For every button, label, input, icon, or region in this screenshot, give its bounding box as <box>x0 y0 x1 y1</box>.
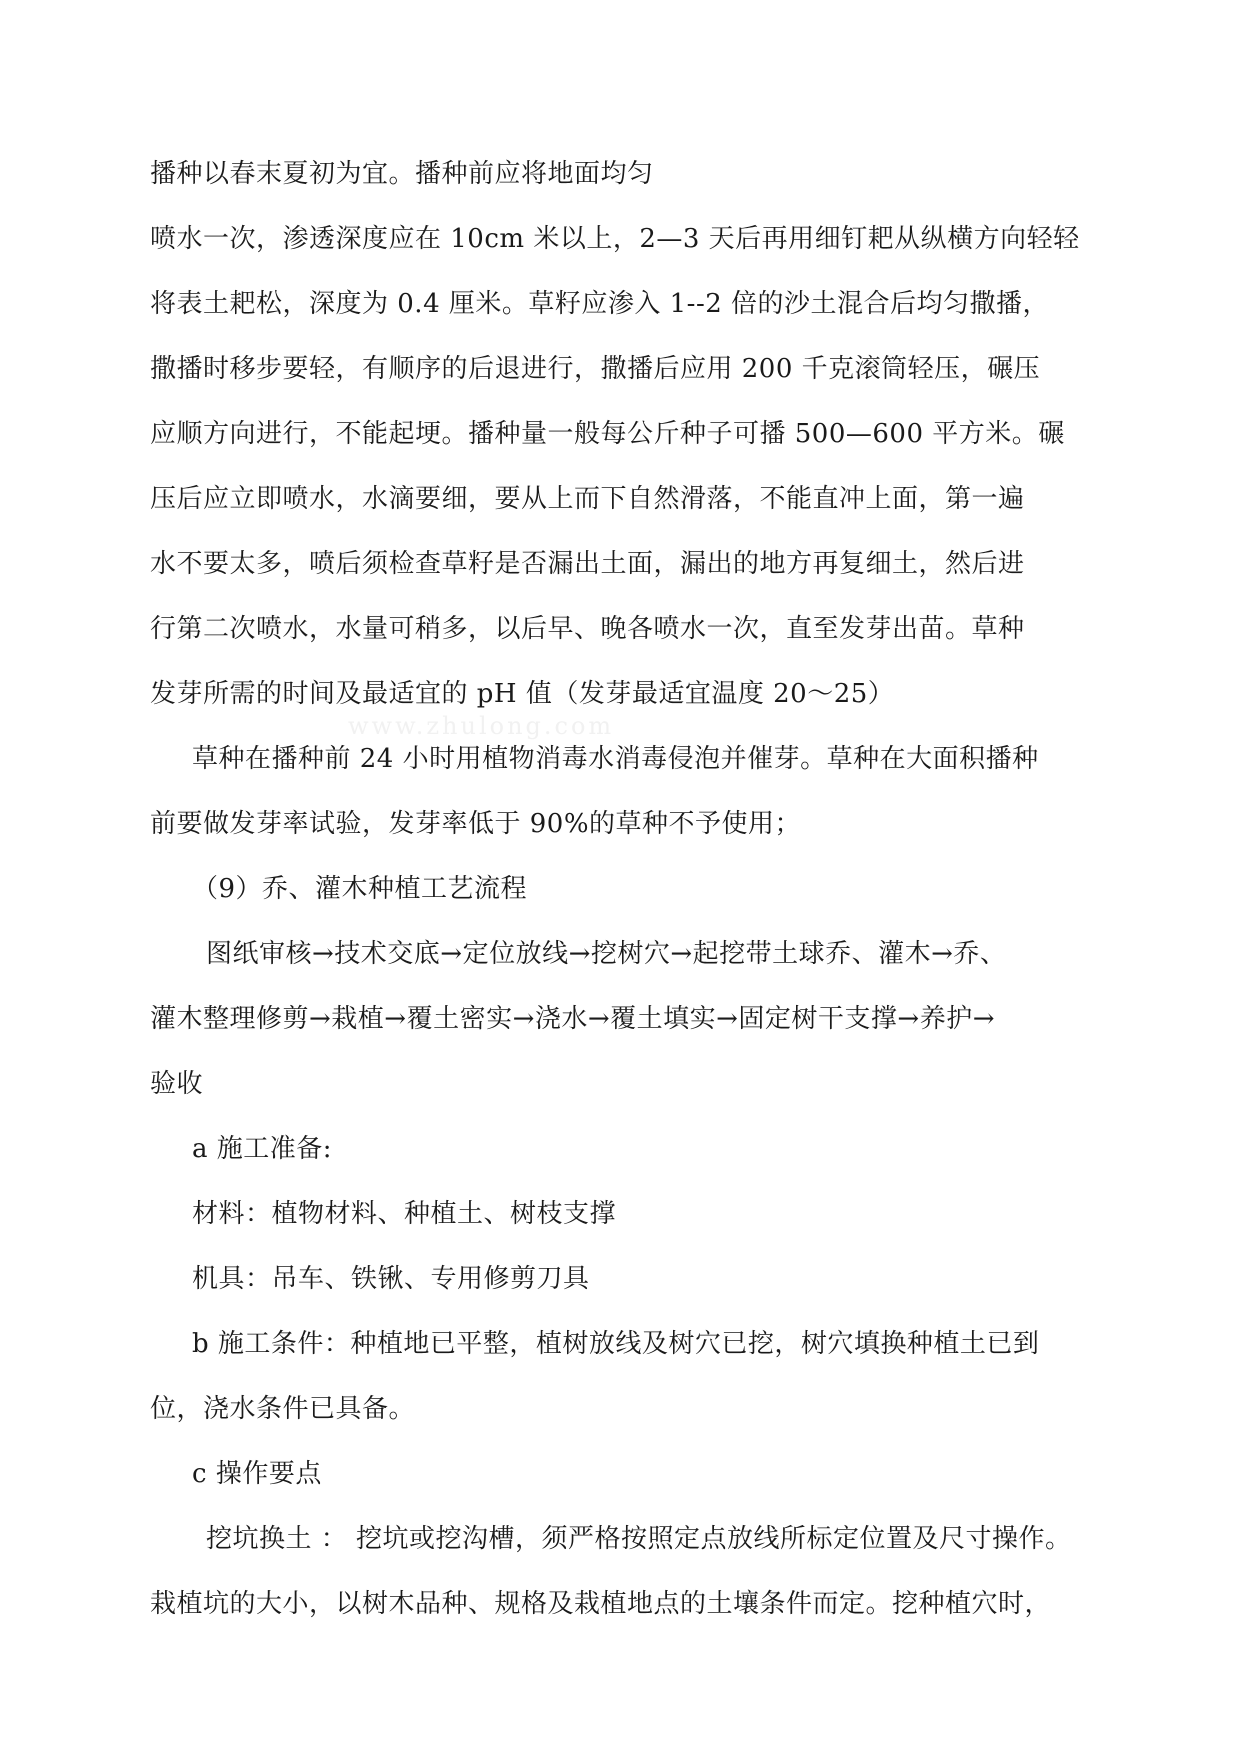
process-flow-line: 灌木整理修剪→栽植→覆土密实→浇水→覆土填实→固定树干支撑→养护→ <box>150 1004 995 1034</box>
subsection-heading: b 施工条件：种植地已平整，植树放线及树穴已挖，树穴填换种植土已到 <box>192 1329 1040 1359</box>
text-line: 行第二次喷水，水量可稍多，以后早、晚各喷水一次，直至发芽出苗。草种 <box>150 614 1025 644</box>
text-line: 喷水一次，渗透深度应在 10cm 米以上，2—3 天后再用细钉耙从纵横方向轻轻 <box>150 224 1080 254</box>
text-line: 栽植坑的大小，以树木品种、规格及栽植地点的土壤条件而定。挖种植穴时， <box>150 1589 1052 1619</box>
text-line: 将表土耙松，深度为 0.4 厘米。草籽应渗入 1--2 倍的沙土混合后均匀撒播， <box>150 289 1050 319</box>
subsection-heading: c 操作要点 <box>192 1459 322 1489</box>
subsection-heading: a 施工准备: <box>192 1134 333 1164</box>
materials-line: 材料：植物材料、种植土、树枝支撑 <box>192 1199 617 1229</box>
paragraph-first-line: 挖坑换土 ： 挖坑或挖沟槽，须严格按照定点放线所标定位置及尺寸操作。 <box>206 1524 1072 1554</box>
text-line: 播种以春末夏初为宜。播种前应将地面均匀 <box>150 159 654 189</box>
document-page <box>150 157 1132 1652</box>
watermark: www.zhulong.com <box>348 712 615 740</box>
text-line: 前要做发芽率试验，发芽率低于 90%的草种不予使用； <box>150 809 802 839</box>
text-line: 压后应立即喷水，水滴要细，要从上而下自然滑落，不能直冲上面，第一遍 <box>150 484 1025 514</box>
process-flow-line: 图纸审核→技术交底→定位放线→挖树穴→起挖带土球乔、灌木→乔、 <box>206 939 1007 969</box>
text-line: 位，浇水条件已具备。 <box>150 1394 416 1424</box>
text-line: 撒播时移步要轻，有顺序的后退进行，撒播后应用 200 千克滚筒轻压，碾压 <box>150 354 1041 384</box>
paragraph-first-line: 草种在播种前 24 小时用植物消毒水消毒侵泡并催芽。草种在大面积播种 <box>192 744 1039 774</box>
tools-line: 机具：吊车、铁锹、专用修剪刀具 <box>192 1264 590 1294</box>
text-line: 水不要太多，喷后须检查草籽是否漏出土面，漏出的地方再复细土，然后进 <box>150 549 1025 579</box>
text-line: 发芽所需的时间及最适宜的 pH 值（发芽最适宜温度 20～25） <box>150 679 895 709</box>
section-heading: （9）乔、灌木种植工艺流程 <box>192 874 528 904</box>
text-line: 应顺方向进行，不能起埂。播种量一般每公斤种子可播 500—600 平方米。碾 <box>150 419 1065 449</box>
process-flow-line: 验收 <box>150 1069 204 1099</box>
